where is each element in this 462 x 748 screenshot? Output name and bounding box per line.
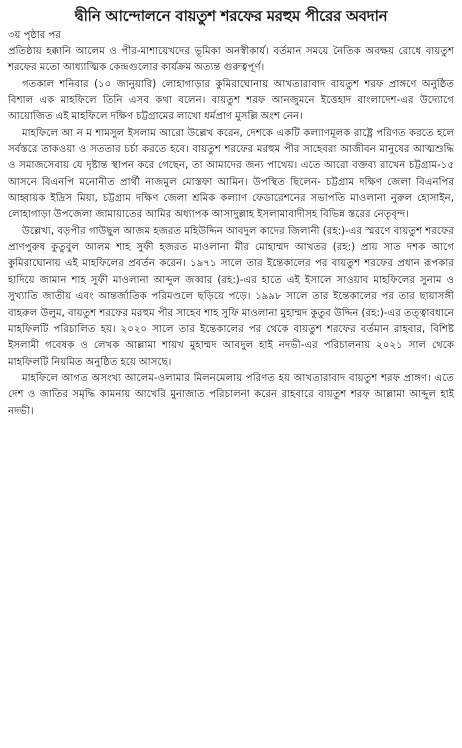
paragraph-3: মাহফিলে আ ন ম শামসুল ইসলাম আরো উল্লেখ করেন, দেশকে একটি কল্যাণমূলক রাষ্ট্রে পরিণত করতে হলে সর্বস্তরে তাকওয়া ও সততার চর্চা করতে হবে। বায়তুশ শরফের মরহুম পীর সাহেবরা আজীবন মানুষের আত্মশুদ্ধি ও সমাজসেবায় যে দৃষ্টান্ত স্থাপন করে গেছেন, তা আমাদের জন্য পাথেয়। এতে আরো বক্তব্য রাখেন চট্টগ্রাম-১৫ আসনে বিএনপি মনোনীত প্রার্থী নাজমুল মোস্তফা আমিন। উপস্থিত ছিলেন- চট্টগ্রাম দক্ষিণ জেলা বিএনপির আহ্বায়ক ইদ্রিস মিয়া, চট্টগ্রাম দক্ষিণ জেলা শ্রমিক কল্যাণ ফেডারেশনের সভাপতি মাওলানা নুরুল হোসাইন, লোহাগাড়া উপজেলা জামায়াতের আমির অধ্যাপক আসাদুল্লাহ ইসলামাবাদীসহ বিভিন্ন স্তরের নেতৃবৃন্দ।	[8, 127, 454, 221]
paragraph-1: প্রতিষ্ঠায় হক্কানি আলেম ও পীর-মাশায়েখদের ভূমিকা অনস্বীকার্য। বর্তমান সময়ে নৈতিক অবক্ষয় রোধে বায়তুশ শরফের মতো আধ্যাত্মিক কেন্দ্রগুলোর কার্যক্রম অত্যন্ত গুরুত্বপূর্ণ।	[8, 46, 454, 74]
paragraph-2: গতকাল শনিবার (১০ জানুয়ারি) লোহাগাড়ার কুমিরাঘোনায় আখতারাবাদ বায়তুশ শরফ প্রাঙ্গণে অনুষ্ঠিত বিশাল এক মাহফিলে তিনি এসব কথা বলেন। বায়তুশ শরফ আনজুমনে ইত্তেহাদ বাংলাদেশ-এর উদ্যোগে আয়োজিত এই মাহফিলে দক্ষিণ চট্টগ্রামের লাখো ধর্মপ্রাণ মুসল্লি অংশ নেন।	[8, 78, 454, 123]
paragraph-5: মাহফিলে আগত অসংখ্য আলেম-ওলামার মিলনমেলায় পরিণত হয় আখতারাবাদ বায়তুশ শরফ প্রাঙ্গণ। এতে দেশ ও জাতির সমৃদ্ধি কামনায় আখেরি মুনাজাত পরিচালনা করেন রাহবারে বায়তুশ শরফ আল্লামা আব্দুল হাই নদভী।	[8, 372, 454, 417]
paragraph-4: উল্লেখ্য, বড়পীর গাউছুল আজম হজরত মহিউদ্দিন আবদুল কাদের জিলানী (রহ:)-এর স্মরণে বায়তুশ শরফের প্রাণপুরুষ কুতুবুল আলম শাহ সুফী হজরত মাওলানা মীর মোহাম্মদ আখতর (রহ:) প্রায় সাত দশক আগে কুমিরাঘোনায় এই মাহফিলের প্রবর্তন করেন। ১৯৭১ সালে তার ইন্তেকালের পর বায়তুশ শরফের প্রধান রূপকার হাদিয়ে জামান শাহ সুফী মাওলানা আব্দুল জব্বার (রহ:)-এর হাতে এই ইসালে সাওয়াব মাহফিলের সুনাম ও সুখ্যাতি জাতীয় এবং আন্তর্জাতিক পরিমণ্ডলে ছড়িয়ে পড়ে। ১৯৯৮ সালে তার ইন্তেকালের পর তার ছায়াসঙ্গী বাহরুল উলুম, বায়তুশ শরফের মরহুম পীর সাহেব শাহ সুফি মাওলানা মুহাম্মদ কুতুব উদ্দিন (রহ:)-এর তত্ত্বাবধানে মাহফিলটি পরিচালিত হয়। ২০২০ সালে তার ইন্তেকালের পর থেকে বায়তুশ শরফের বর্তমান রাহবার, বিশিষ্ট ইসলামী গবেষক ও লেখক আল্লামা শায়খ মুহাম্মদ আবদুল হাই নদভী-এর পরিচালনায় ২০২১ সাল থেকে মাহফিলটি নিয়মিত অনুষ্ঠিত হয়ে আসছে।	[8, 225, 454, 368]
headline: দ্বীনি আন্দোলনে বায়তুশ শরফের মরহুম পীরের অবদান	[74, 7, 388, 25]
article-body	[8, 44, 454, 420]
continued-from-note: ৩য় পৃষ্ঠার পর	[8, 30, 61, 41]
